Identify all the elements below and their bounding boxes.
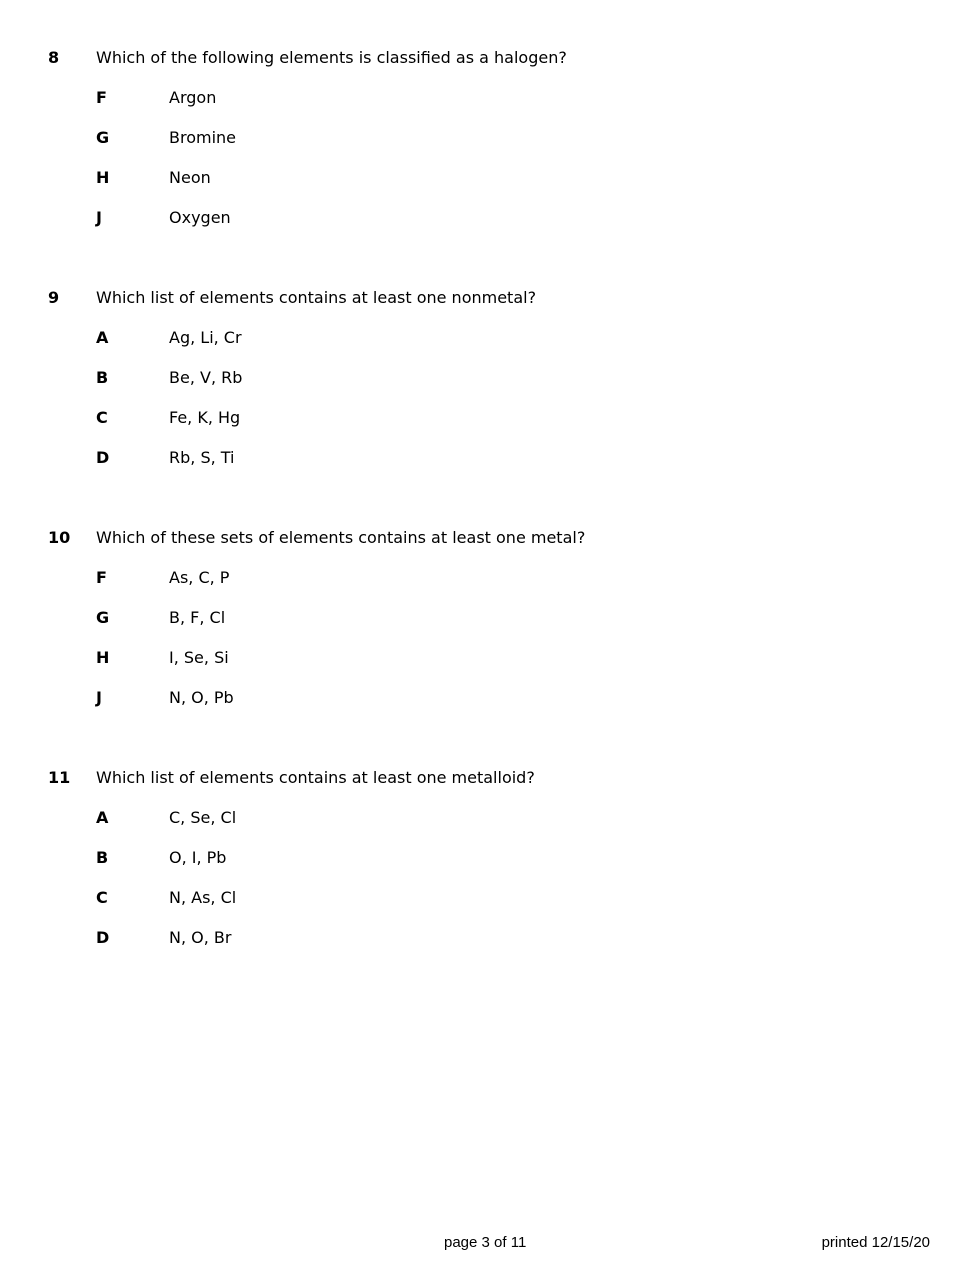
choice-letter: H — [96, 168, 110, 187]
choice-10-f — [0, 568, 600, 588]
choice-text: O, I, Pb — [169, 848, 227, 867]
choice-11-a — [0, 808, 600, 828]
choice-9-d — [0, 448, 600, 468]
choice-text: N, O, Br — [169, 928, 232, 947]
choice-letter: H — [96, 648, 110, 667]
choice-8-f — [0, 88, 600, 108]
choice-9-c — [0, 408, 600, 428]
choice-letter: J — [96, 208, 102, 227]
choice-letter: G — [96, 608, 110, 627]
choice-text: As, C, P — [169, 568, 230, 587]
choice-letter: C — [96, 408, 108, 427]
choice-11-d — [0, 928, 600, 948]
choice-text: I, Se, Si — [169, 648, 229, 667]
choice-letter: J — [96, 688, 102, 707]
choice-8-h — [0, 168, 600, 188]
choice-text: Be, V, Rb — [169, 368, 243, 387]
question-text: Which list of elements contains at least one metalloid? — [96, 768, 535, 787]
choice-letter: D — [96, 928, 110, 947]
choice-text: Ag, Li, Cr — [169, 328, 242, 347]
choice-text: N, O, Pb — [169, 688, 234, 707]
choice-10-j — [0, 688, 600, 708]
question-text: Which list of elements contains at least one nonmetal? — [96, 288, 537, 307]
choice-letter: A — [96, 328, 109, 347]
choice-text: N, As, Cl — [169, 888, 237, 907]
question-text: Which of the following elements is classified as a halogen? — [96, 48, 567, 67]
choice-text: Bromine — [169, 128, 237, 147]
question-text: Which of these sets of elements contains at least one metal? — [96, 528, 586, 547]
choice-8-j — [0, 208, 600, 228]
choice-text: Argon — [169, 88, 217, 107]
question-number: 9 — [48, 288, 60, 307]
choice-text: Neon — [169, 168, 211, 187]
page-number: page 3 of 11 — [444, 1234, 527, 1251]
choice-9-b — [0, 368, 600, 388]
choice-9-a — [0, 328, 600, 348]
choice-letter: B — [96, 848, 109, 867]
choice-text: B, F, Cl — [169, 608, 226, 627]
choice-11-c — [0, 888, 600, 908]
choice-text: Rb, S, Ti — [169, 448, 235, 467]
choice-letter: F — [96, 568, 107, 587]
choice-letter: B — [96, 368, 109, 387]
choice-text: C, Se, Cl — [169, 808, 237, 827]
choice-text: Fe, K, Hg — [169, 408, 241, 427]
question-number: 10 — [48, 528, 71, 547]
choice-8-g — [0, 128, 600, 148]
question-number: 8 — [48, 48, 60, 67]
choice-letter: D — [96, 448, 110, 467]
choice-letter: C — [96, 888, 108, 907]
choice-10-g — [0, 608, 600, 628]
choice-10-h — [0, 648, 600, 668]
printed-date: printed 12/15/20 — [821, 1234, 930, 1251]
choice-letter: G — [96, 128, 110, 147]
choice-text: Oxygen — [169, 208, 231, 227]
choice-11-b — [0, 848, 600, 868]
question-number: 11 — [48, 768, 71, 787]
choice-letter: F — [96, 88, 107, 107]
choice-letter: A — [96, 808, 109, 827]
